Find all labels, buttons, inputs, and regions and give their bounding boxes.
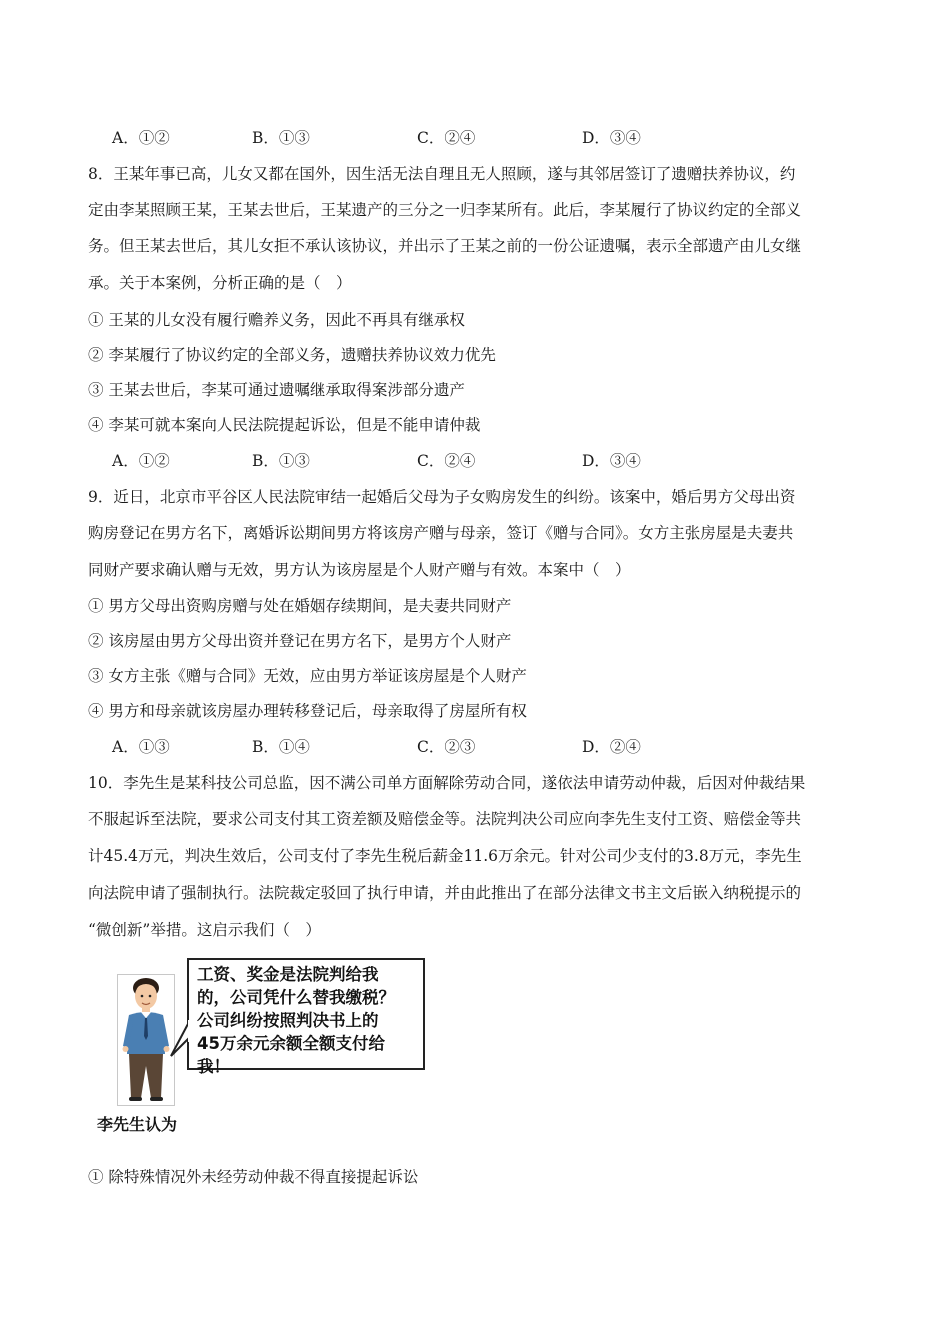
q9-stem-line: 同财产要求确认赠与无效，男方认为该房屋是个人财产赠与有效。本案中（ ） bbox=[88, 561, 631, 579]
q8-item: ② 李某履行了协议约定的全部义务，遗赠扶养协议效力优先 bbox=[88, 346, 496, 364]
q9-item: ② 该房屋由男方父母出资并登记在男方名下，是男方个人财产 bbox=[88, 632, 512, 650]
q10-stem-line: 向法院申请了强制执行。法院裁定驳回了执行申请，并由此推出了在部分法律文书主文后嵌入纳税提示的 bbox=[88, 884, 802, 902]
q10-stem-line: 10．李先生是某科技公司总监，因不满公司单方面解除劳动合同，遂依法申请劳动仲裁，后因对仲裁结果 bbox=[88, 774, 806, 792]
q9-option-d: D．②④ bbox=[582, 738, 641, 756]
speech-bubble-tail bbox=[169, 1020, 191, 1060]
speech-bubble bbox=[187, 958, 425, 1076]
q9-option-a: A．①③ bbox=[112, 738, 170, 756]
q7-option-c: C．②④ bbox=[417, 129, 476, 147]
q8-stem-line: 承。关于本案例，分析正确的是（ ） bbox=[88, 274, 352, 292]
illustration-caption: 李先生认为 bbox=[97, 1115, 178, 1134]
speech-bubble-line: 我！ bbox=[197, 1057, 230, 1076]
businessman-illustration bbox=[117, 974, 175, 1106]
speech-bubble-line: 的，公司凭什么替我缴税？ bbox=[197, 988, 395, 1007]
q7-option-a: A．①② bbox=[112, 129, 170, 147]
q10-stem-line: 计45.4万元，判决生效后，公司支付了李先生税后薪金11.6万余元。针对公司少支付的3.8万元，李先生 bbox=[88, 847, 802, 865]
q9-stem-line: 购房登记在男方名下，离婚诉讼期间男方将该房产赠与母亲，签订《赠与合同》。女方主张房屋是夫妻共 bbox=[88, 524, 794, 542]
q8-stem-line: 务。但王某去世后，其儿女拒不承认该协议，并出示了王某之前的一份公证遗嘱，表示全部遗产由儿女继 bbox=[88, 237, 802, 255]
q9-option-c: C．②③ bbox=[417, 738, 476, 756]
q8-stem-line: 定由李某照顾王某，王某去世后，王某遗产的三分之一归李某所有。此后，李某履行了协议约定的全部义 bbox=[88, 201, 802, 219]
q9-option-b: B．①④ bbox=[252, 738, 310, 756]
q10-item: ① 除特殊情况外未经劳动仲裁不得直接提起诉讼 bbox=[88, 1168, 419, 1186]
q8-item: ③ 王某去世后，李某可通过遗嘱继承取得案涉部分遗产 bbox=[88, 381, 465, 399]
q8-stem-line: 8．王某年事已高，儿女又都在国外，因生活无法自理且无人照顾，遂与其邻居签订了遗赠扶养协议，约 bbox=[88, 165, 796, 183]
q9-item: ④ 男方和母亲就该房屋办理转移登记后，母亲取得了房屋所有权 bbox=[88, 702, 527, 720]
q8-option-d: D．③④ bbox=[582, 452, 641, 470]
q7-option-b: B．①③ bbox=[252, 129, 310, 147]
q9-stem-line: 9．近日，北京市平谷区人民法院审结一起婚后父母为子女购房发生的纠纷。该案中，婚后男方父母出资 bbox=[88, 488, 796, 506]
speech-bubble-line: 45万余元余额全额支付给 bbox=[197, 1034, 385, 1053]
q7-option-d: D．③④ bbox=[582, 129, 641, 147]
speech-bubble-line: 工资、奖金是法院判给我 bbox=[197, 965, 379, 984]
q9-item: ① 男方父母出资购房赠与处在婚姻存续期间，是夫妻共同财产 bbox=[88, 597, 512, 615]
q8-option-a: A．①② bbox=[112, 452, 170, 470]
speech-bubble-line: 公司纠纷按照判决书上的 bbox=[197, 1011, 379, 1030]
q9-item: ③ 女方主张《赠与合同》无效，应由男方举证该房屋是个人财产 bbox=[88, 667, 527, 685]
q8-item: ① 王某的儿女没有履行赡养义务，因此不再具有继承权 bbox=[88, 311, 465, 329]
q8-option-b: B．①③ bbox=[252, 452, 310, 470]
q8-option-c: C．②④ bbox=[417, 452, 476, 470]
q10-stem-line: 不服起诉至法院，要求公司支付其工资差额及赔偿金等。法院判决公司应向李先生支付工资、赔偿金等共 bbox=[88, 810, 802, 828]
q10-illustration bbox=[95, 958, 435, 1138]
q8-item: ④ 李某可就本案向人民法院提起诉讼，但是不能申请仲裁 bbox=[88, 416, 481, 434]
q10-stem-line: “微创新”举措。这启示我们（ ） bbox=[88, 921, 321, 939]
